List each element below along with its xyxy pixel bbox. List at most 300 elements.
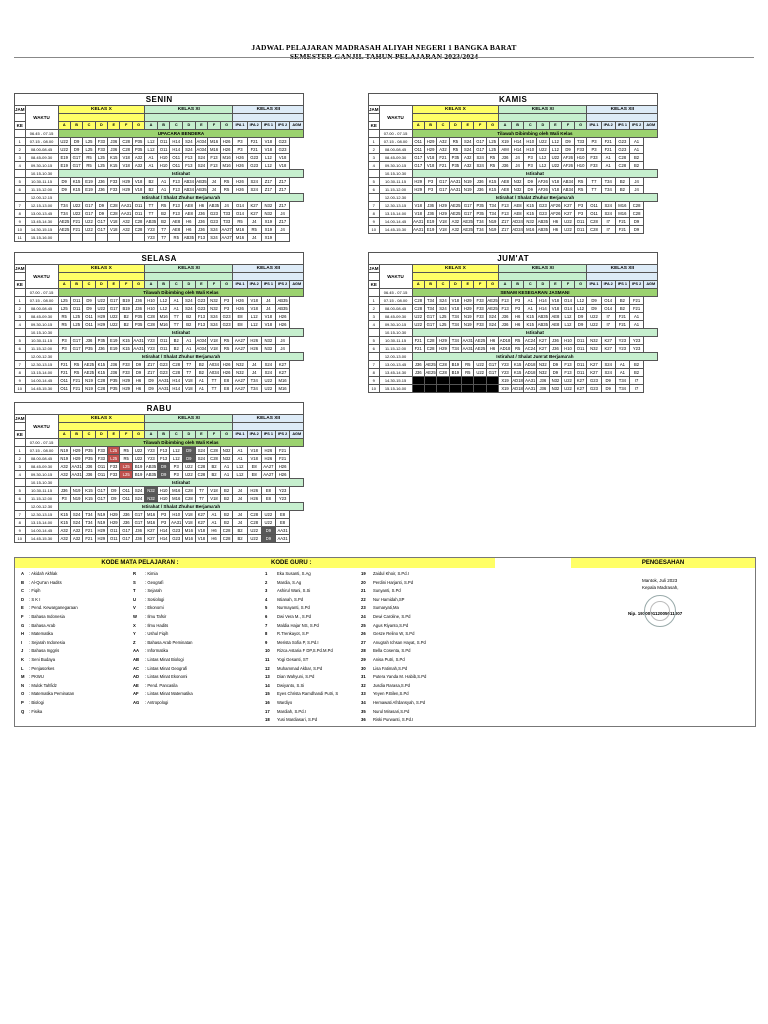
schedule-cell: [437, 385, 449, 393]
table-row: [15, 495, 304, 503]
kelas-x-spacer: [412, 114, 499, 122]
legend-code: AD: [133, 674, 140, 680]
schedule-cell: AE8: [183, 210, 196, 218]
schedule-cell: A32: [462, 154, 474, 162]
legend-code: 28: [361, 648, 366, 654]
schedule-cell: G17: [95, 218, 107, 226]
schedule-cell: K15: [120, 345, 132, 353]
schedule-cell: A32: [120, 218, 132, 226]
schedule-cell: H10: [170, 511, 183, 519]
schedule-cell: G23: [275, 138, 289, 146]
period-time: 14.45-15.30: [25, 385, 58, 393]
schedule-cell: AE25: [59, 219, 70, 224]
schedule-cell: H26: [220, 361, 233, 369]
period-number: 3: [15, 154, 26, 162]
legend-value: Eka Susanti, S.Ag: [277, 571, 311, 576]
schedule-cell: K15: [95, 369, 107, 377]
schedule-cell: G17: [70, 162, 82, 170]
schedule-cell: E8: [220, 385, 233, 393]
schedule-cell: O11: [95, 463, 107, 471]
schedule-cell: R5: [220, 178, 233, 186]
schedule-cell: H10: [157, 495, 170, 503]
schedule-cell: G17: [474, 138, 486, 146]
legend-code: 26: [361, 631, 366, 637]
legend-code: 30: [361, 665, 366, 671]
schedule-cell: E19: [424, 218, 436, 226]
schedule-cell: A1: [157, 186, 170, 194]
legend-value: Maldia Hajar NS, S.Pd: [277, 622, 319, 628]
table-row: [15, 186, 304, 194]
class-xii-4: AGM: [290, 281, 304, 289]
schedule-cell: V18: [108, 226, 120, 234]
legend-code: AA: [133, 648, 140, 654]
schedule-cell: AE25: [462, 219, 473, 224]
activity-band: SENAM KESEGARAN JASMANI: [412, 289, 658, 297]
legend-code: G: [21, 622, 25, 628]
period-number: [15, 479, 26, 487]
schedule-table: [368, 93, 658, 234]
schedule-cell: AE25: [450, 203, 461, 208]
period-time: 12.00-12.30: [25, 503, 58, 511]
schedule-cell: S24: [474, 154, 486, 162]
schedule-cell: O11: [574, 337, 587, 345]
period-number: 7: [15, 511, 26, 519]
class-x-e: E: [108, 431, 120, 439]
schedule-cell: L25: [58, 297, 70, 305]
schedule-cell: G17: [424, 313, 436, 321]
legend-value: Merista Sofia P, S.Pd.I: [277, 639, 319, 645]
schedule-cell: Y23: [145, 455, 158, 463]
schedule-cell: J36: [424, 210, 436, 218]
list-item: [133, 579, 263, 588]
schedule-table: [14, 402, 304, 543]
schedule-cell: D9: [132, 361, 144, 369]
period-number: 9: [15, 218, 26, 226]
legend-code: M: [21, 674, 25, 680]
schedule-cell: F21: [615, 226, 629, 234]
table-row: [369, 226, 658, 234]
schedule-cell: K27: [247, 210, 261, 218]
schedule-cell: G23: [615, 146, 629, 154]
period-time: 10.15-10.30: [25, 479, 58, 487]
schedule-cell: D9: [601, 377, 615, 385]
class-xi-g: G: [574, 281, 587, 289]
schedule-cell: P35: [83, 345, 95, 353]
schedule-cell: AE25: [59, 227, 70, 232]
period-time: 12.30-13.15: [379, 202, 412, 210]
schedule-cell: AD18: [512, 386, 523, 391]
schedule-kamis: [368, 93, 658, 234]
schedule-cell: F21: [58, 361, 70, 369]
schedule-cell: S24: [132, 487, 144, 495]
schedule-cell: N19: [486, 218, 498, 226]
schedule-cell: D9: [95, 202, 107, 210]
schedule-cell: H6: [208, 535, 221, 543]
class-xii-4: AGM: [644, 281, 658, 289]
schedule-cell: L25: [108, 447, 120, 455]
schedule-cell: M16: [170, 487, 183, 495]
list-item: [21, 604, 131, 613]
schedule-cell: U22: [247, 535, 261, 543]
schedule-cell: F13: [170, 178, 183, 186]
legend-value: : Lintas Minat Ekonomi: [145, 674, 188, 680]
schedule-cell: P3: [574, 202, 587, 210]
ke-header: KE: [15, 431, 26, 439]
schedule-cell: S24: [208, 313, 221, 321]
schedule-cell: A1: [208, 519, 221, 527]
table-row: [15, 321, 304, 329]
period-number: 5: [15, 178, 26, 186]
schedule-cell: J36: [537, 385, 550, 393]
legend-code: 18: [265, 717, 270, 723]
class-xi-f: F: [208, 431, 221, 439]
list-item: [361, 570, 501, 579]
schedule-cell: V18: [449, 297, 461, 305]
schedule-cell: H14: [170, 377, 183, 385]
legend-code: O: [21, 691, 25, 697]
class-xi-g: G: [220, 122, 233, 130]
schedule-cell: S24: [261, 361, 275, 369]
schedule-cell: Y23: [145, 226, 158, 234]
schedule-cell: M16: [220, 162, 233, 170]
class-xii-4: AGM: [290, 431, 304, 439]
legend-guru-title: KODE GURU :: [265, 558, 495, 568]
schedule-cell: G17: [70, 154, 82, 162]
schedule-cell: L12: [261, 154, 275, 162]
sah-role: Kepala Madrasah,: [642, 585, 679, 590]
schedule-cell: F33: [474, 297, 486, 305]
period-time: 11.15-12.00: [379, 345, 412, 353]
table-row: [369, 146, 658, 154]
schedule-cell: F21: [247, 138, 261, 146]
period-time: 09.30-10.15: [25, 471, 58, 479]
class-xii-1: IPA 2: [601, 281, 615, 289]
kelas-xi-spacer: [499, 114, 587, 122]
schedule-cell: J36: [108, 369, 120, 377]
list-item: [133, 699, 263, 708]
schedule-cell: H6: [511, 321, 524, 329]
schedule-cell: U22: [261, 511, 275, 519]
class-xii-2: IPS 1: [261, 431, 275, 439]
schedule-cell: M16: [220, 154, 233, 162]
schedule-cell: AB35: [196, 179, 207, 184]
schedule-cell: R5: [574, 178, 587, 186]
schedule-cell: M16: [275, 377, 289, 385]
schedule-cell: C28: [120, 138, 132, 146]
schedule-cell: E8: [275, 519, 289, 527]
schedule-cell: S24: [437, 297, 449, 305]
list-item: [361, 673, 501, 682]
schedule-table: [14, 93, 304, 242]
schedule-cell: H29: [108, 511, 120, 519]
schedule-cell: G17: [474, 146, 486, 154]
period-time: 08.45-09.30: [25, 463, 58, 471]
legend-code: AF: [133, 691, 139, 697]
schedule-cell: B2: [629, 361, 643, 369]
class-xii-2: IPS 1: [261, 122, 275, 130]
period-number: [15, 130, 26, 138]
schedule-cell: L25: [58, 305, 70, 313]
schedule-cell: J36: [83, 337, 95, 345]
class-xii-1: IPA 2: [247, 281, 261, 289]
table-row: [15, 535, 304, 543]
schedule-cell: G23: [220, 313, 233, 321]
schedule-cell: M16: [615, 210, 629, 218]
schedule-cell: B19: [449, 361, 461, 369]
schedule-cell: H26: [233, 154, 247, 162]
schedule-cell: J4: [233, 519, 247, 527]
schedule-cell: V18: [195, 527, 208, 535]
schedule-cell: A1: [629, 321, 643, 329]
schedule-cell: A32: [70, 535, 82, 543]
schedule-cell: H14: [511, 146, 524, 154]
schedule-cell: O14: [601, 305, 615, 313]
schedule-cell: H29: [95, 535, 107, 543]
list-item: [133, 647, 263, 656]
table-row: [369, 170, 658, 178]
schedule-cell: E19: [424, 226, 436, 234]
kelas-xi-spacer: [499, 273, 587, 281]
schedule-cell: N19: [83, 385, 95, 393]
schedule-cell: H26: [261, 447, 275, 455]
schedule-cell: AA31: [277, 528, 288, 533]
class-xii-1: IPA 2: [601, 122, 615, 130]
schedule-cell: F33: [108, 471, 120, 479]
legend-value: : Pend. Kewarganegaraan: [29, 605, 78, 611]
schedule-cell: G17: [462, 210, 474, 218]
schedule-cell: O11: [170, 154, 183, 162]
title-line-2: SEMESTER GANJIL TAHUN PELAJARAN 2023/2024: [289, 52, 479, 61]
period-time: 14.00-14.45: [379, 218, 412, 226]
schedule-cell: T34: [601, 186, 615, 194]
schedule-cell: C28: [629, 210, 643, 218]
schedule-cell: AD18: [512, 378, 523, 383]
list-item: [265, 673, 365, 682]
schedule-cell: T34: [83, 519, 95, 527]
period-time: 08.45-09.30: [25, 313, 58, 321]
schedule-cell: A034: [196, 147, 207, 152]
period-number: 6: [15, 495, 26, 503]
period-number: 3: [369, 313, 380, 321]
period-number: 8: [15, 369, 26, 377]
schedule-cell: N32: [145, 487, 158, 495]
class-xi-b: B: [511, 281, 524, 289]
schedule-cell: R5: [462, 361, 474, 369]
schedule-cell: H14: [170, 138, 183, 146]
schedule-cell: G17: [486, 369, 498, 377]
schedule-cell: A1: [233, 447, 247, 455]
legend-code: AG: [133, 699, 140, 705]
class-x-d: D: [95, 281, 107, 289]
list-item: [265, 622, 365, 631]
period-time: 14.00-14.45: [25, 377, 58, 385]
legend-value: Jusdia Rarasa,S.Pd: [373, 682, 411, 688]
list-item: [361, 596, 501, 605]
table-row: [369, 162, 658, 170]
schedule-cell: C28: [629, 202, 643, 210]
schedule-cell: O11: [157, 138, 170, 146]
table-row: [15, 234, 304, 242]
jam-header-spacer: [15, 273, 26, 281]
schedule-cell: V18: [208, 487, 221, 495]
schedule-cell: V18: [261, 138, 275, 146]
schedule-cell: F21: [629, 305, 643, 313]
schedule-cell: D9: [58, 178, 70, 186]
day-title: KAMIS: [369, 94, 658, 106]
kelas-x-header: KELAS X: [412, 265, 499, 273]
schedule-cell: S24: [195, 447, 208, 455]
legend-code: 12: [265, 665, 270, 671]
schedule-senin: [14, 93, 304, 242]
schedule-cell: AB35: [537, 322, 548, 327]
legend-code: H: [21, 631, 25, 637]
schedule-cell: R5: [486, 162, 498, 170]
schedule-cell: K27: [587, 361, 601, 369]
list-item: [21, 699, 131, 708]
activity-band: Tilawah Dibimbing oleh Wali Kelas: [412, 130, 658, 138]
list-item: [21, 682, 131, 691]
schedule-cell: Z17: [275, 218, 289, 226]
schedule-cell: B2: [208, 471, 221, 479]
class-xi-a: A: [145, 281, 158, 289]
schedule-cell: K15: [486, 186, 498, 194]
table-row: [15, 345, 304, 353]
table-row: [15, 305, 304, 313]
schedule-cell: H29: [120, 377, 132, 385]
period-number: 7: [369, 361, 380, 369]
schedule-cell: AF26: [537, 187, 548, 192]
schedule-cell: O11: [108, 535, 120, 543]
schedule-cell: J4: [247, 369, 261, 377]
legend-value: : Matematika: [29, 631, 53, 637]
schedule-cell: V18: [549, 178, 562, 186]
schedule-cell: A1: [629, 146, 643, 154]
schedule-cell: P3: [511, 305, 524, 313]
schedule-cell: L12: [562, 321, 575, 329]
schedule-cell: E8: [233, 321, 247, 329]
legend-code: K: [21, 656, 25, 662]
schedule-cell: Z17: [275, 202, 289, 210]
schedule-cell: A32: [437, 138, 449, 146]
schedule-cell: R5: [120, 447, 132, 455]
schedule-cell: AE25: [487, 298, 498, 303]
schedule-cell: C28: [208, 447, 221, 455]
schedule-cell: F21: [70, 385, 82, 393]
class-x-c: C: [83, 122, 95, 130]
list-item: [21, 639, 131, 648]
period-number: [369, 353, 380, 361]
schedule-cell: K15: [486, 178, 498, 186]
schedule-cell: S24: [247, 178, 261, 186]
list-item: [361, 639, 501, 648]
class-xi-a: A: [145, 122, 158, 130]
list-item: [133, 587, 263, 596]
schedule-cell: H14: [157, 527, 170, 535]
schedule-cell: H6: [132, 377, 144, 385]
schedule-cell: F21: [275, 447, 289, 455]
schedule-cell: N32: [524, 218, 537, 226]
legend-value: : Geografi: [145, 579, 164, 585]
list-item: [361, 708, 501, 717]
schedule-cell: AE8: [511, 210, 524, 218]
schedule-cell: AA31: [450, 179, 461, 184]
schedule-cell: AA31: [158, 378, 169, 383]
schedule-cell: Y23: [615, 345, 629, 353]
schedule-cell: A32: [449, 218, 461, 226]
list-item: [265, 587, 365, 596]
schedule-cell: P3: [587, 146, 601, 154]
schedule-cell: V18: [247, 447, 261, 455]
schedule-cell: V18: [208, 337, 221, 345]
schedule-cell: J36: [412, 369, 424, 377]
table-row: [15, 369, 304, 377]
schedule-cell: E8: [220, 377, 233, 385]
schedule-cell: E8: [233, 313, 247, 321]
schedule-cell: U22: [95, 297, 107, 305]
list-item: [133, 656, 263, 665]
schedule-cell: C28: [170, 361, 183, 369]
schedule-cell: U22: [549, 154, 562, 162]
legend-value: : Akidah Akhlak: [29, 571, 58, 576]
legend-code: 17: [265, 708, 270, 714]
schedule-cell: V18: [549, 305, 562, 313]
schedule-cell: F33: [474, 313, 486, 321]
class-x-g: G: [132, 431, 144, 439]
kelas-xii-spacer: [587, 114, 658, 122]
class-xii-2: IPS 1: [615, 281, 629, 289]
schedule-cell: AA27: [234, 378, 246, 383]
schedule-cell: I7: [601, 226, 615, 234]
waktu-header: WAKTU: [25, 106, 58, 130]
schedule-cell: A1: [170, 305, 183, 313]
period-number: [369, 329, 380, 337]
schedule-cell: H6: [486, 345, 498, 353]
schedule-cell: H29: [120, 178, 132, 186]
schedule-cell: L12: [537, 162, 550, 170]
legend-value: Anisa Putri, S.Pd: [373, 656, 405, 662]
schedule-cell: G17: [120, 535, 132, 543]
schedule-cell: D9: [601, 385, 615, 393]
class-x-d: D: [449, 281, 461, 289]
schedule-cell: P3: [233, 146, 247, 154]
period-number: [15, 439, 26, 447]
legend-code: 5: [265, 605, 268, 611]
schedule-cell: D9: [70, 146, 82, 154]
class-x-b: B: [70, 281, 82, 289]
schedule-cell: O11: [157, 337, 170, 345]
schedule-cell: O11: [412, 138, 424, 146]
schedule-cell: K27: [537, 337, 550, 345]
table-row: [369, 313, 658, 321]
schedule-cell: X19: [499, 385, 512, 393]
schedule-cell: H29: [70, 447, 82, 455]
class-x-a: A: [58, 431, 70, 439]
list-item: [265, 630, 365, 639]
schedule-cell: [437, 377, 449, 385]
legend-sah-title: PENGESAHAN: [571, 558, 755, 568]
schedule-cell: J4: [261, 297, 275, 305]
schedule-cell: A1: [524, 305, 537, 313]
schedule-cell: F21: [275, 455, 289, 463]
schedule-cell: T34: [449, 313, 461, 321]
period-time: 08.00-08.45: [25, 305, 58, 313]
break-band: Istirahat / Shalat Jum'at Berjama'ah: [412, 353, 658, 361]
class-xi-a: A: [499, 281, 512, 289]
period-number: [369, 194, 380, 202]
schedule-cell: V18: [424, 162, 436, 170]
table-row: [15, 170, 304, 178]
schedule-cell: [486, 385, 498, 393]
